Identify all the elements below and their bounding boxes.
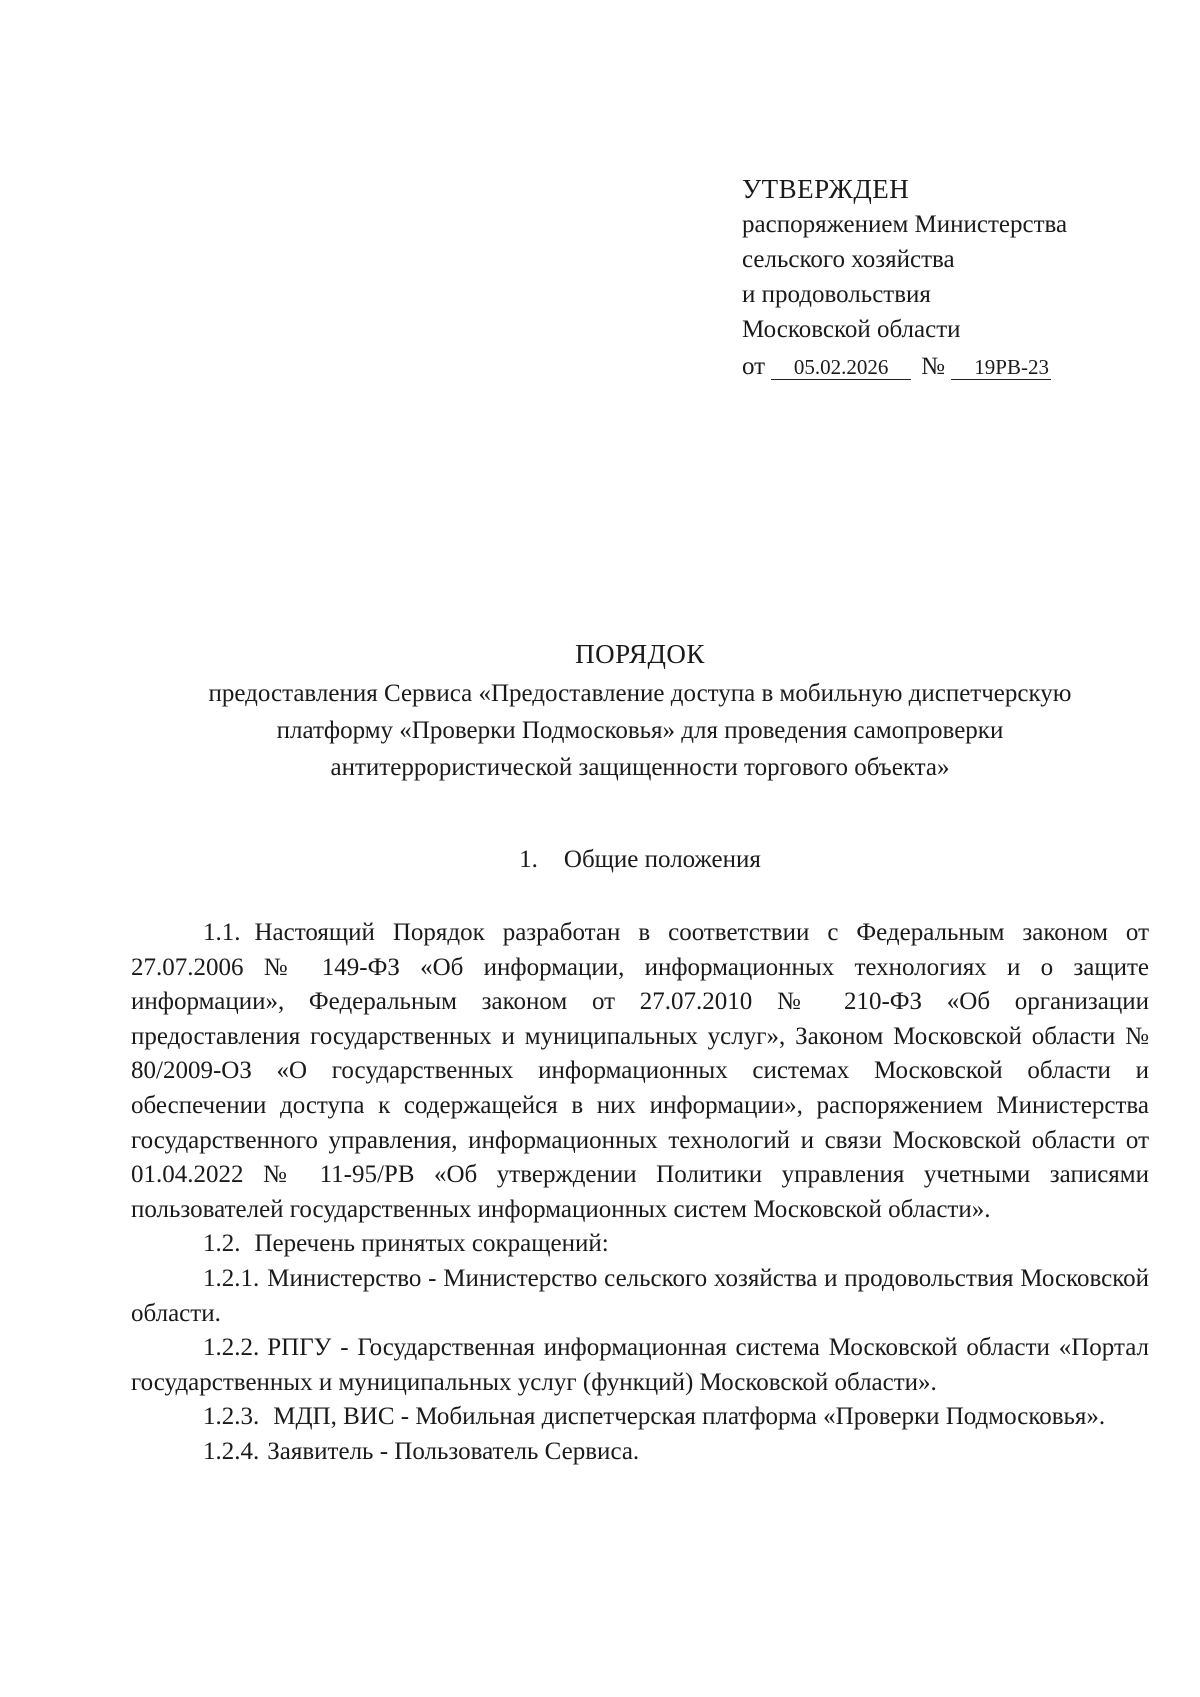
paragraph-number: 1.2.1. — [203, 1264, 260, 1292]
section-number: 1. — [519, 846, 538, 873]
approval-heading: УТВЕРЖДЕН — [742, 174, 910, 204]
paragraph — [131, 1227, 1149, 1262]
document-body — [131, 916, 1149, 1470]
document-title: ПОРЯДОК — [575, 639, 705, 669]
approval-block — [742, 172, 1162, 384]
approval-date: 05.02.2026 — [771, 355, 911, 380]
paragraph — [131, 1262, 1149, 1331]
paragraph-text: МДП, ВИС - Мобильная диспетчерская платформа «Проверки Подмосковья». — [273, 1403, 1106, 1431]
paragraph-number: 1.2.4. — [203, 1437, 260, 1465]
paragraph — [131, 1331, 1149, 1400]
approval-number: 19РВ-23 — [951, 355, 1051, 380]
document-title-block — [130, 636, 1150, 786]
paragraph-text: Настоящий Порядок разработан в соответствии с Федеральным законом от 27.07.2006 № 149-ФЗ «Об информации, информационных технологиях и о защите информации», Федеральным законом от 27.07.2010 № 210-ФЗ «Об организации предоставления государственных и муниципальных услуг», Законом Московской области № 80/2009-ОЗ «О государственных информационных системах Московской области и обеспечении доступа к содержащейся в них информации», распоряжением Министерства государственного управления, информационных технологий и связи Московской области от 01.04.2022 № 11-95/РВ «Об утверждении Политики управления учетными записями пользователей государственных информационных систем Московской области». — [131, 919, 1149, 1223]
approval-line: распоряжением Министерства — [742, 211, 1068, 238]
approval-date-line — [742, 349, 1162, 384]
paragraph-number: 1.2.2. — [203, 1334, 260, 1362]
approval-number-sign: № — [921, 353, 945, 380]
paragraph — [131, 916, 1149, 1227]
approval-line: сельского хозяйства — [742, 246, 955, 273]
approval-line: Московской области — [742, 316, 961, 343]
paragraph-number: 1.2. — [203, 1230, 241, 1258]
section-heading — [130, 843, 1150, 877]
document-subtitle-line: платформу «Проверки Подмосковья» для проведения самопроверки — [276, 717, 1004, 744]
paragraph-text: Перечень принятых сокращений: — [254, 1230, 609, 1258]
section-title: Общие положения — [563, 846, 761, 873]
document-subtitle-line: предоставления Сервиса «Предоставление доступа в мобильную диспетчерскую — [208, 680, 1072, 707]
approval-line: и продовольствия — [742, 281, 931, 308]
approval-date-prefix: от — [742, 353, 766, 380]
paragraph-number: 1.1. — [203, 919, 241, 946]
paragraph-text: Министерство - Министерство сельского хозяйства и продовольствия Московской области. — [131, 1264, 1149, 1327]
paragraph-text: Заявитель - Пользователь Сервиса. — [267, 1437, 640, 1465]
paragraph-number: 1.2.3. — [203, 1403, 260, 1431]
paragraph — [131, 1435, 1149, 1470]
paragraph-text: РПГУ - Государственная информационная система Московской области «Портал государственных и муниципальных услуг (функций) Московской области». — [131, 1334, 1149, 1396]
document-subtitle-line: антитеррористической защищенности торгового объекта» — [330, 754, 950, 781]
paragraph — [131, 1400, 1149, 1435]
